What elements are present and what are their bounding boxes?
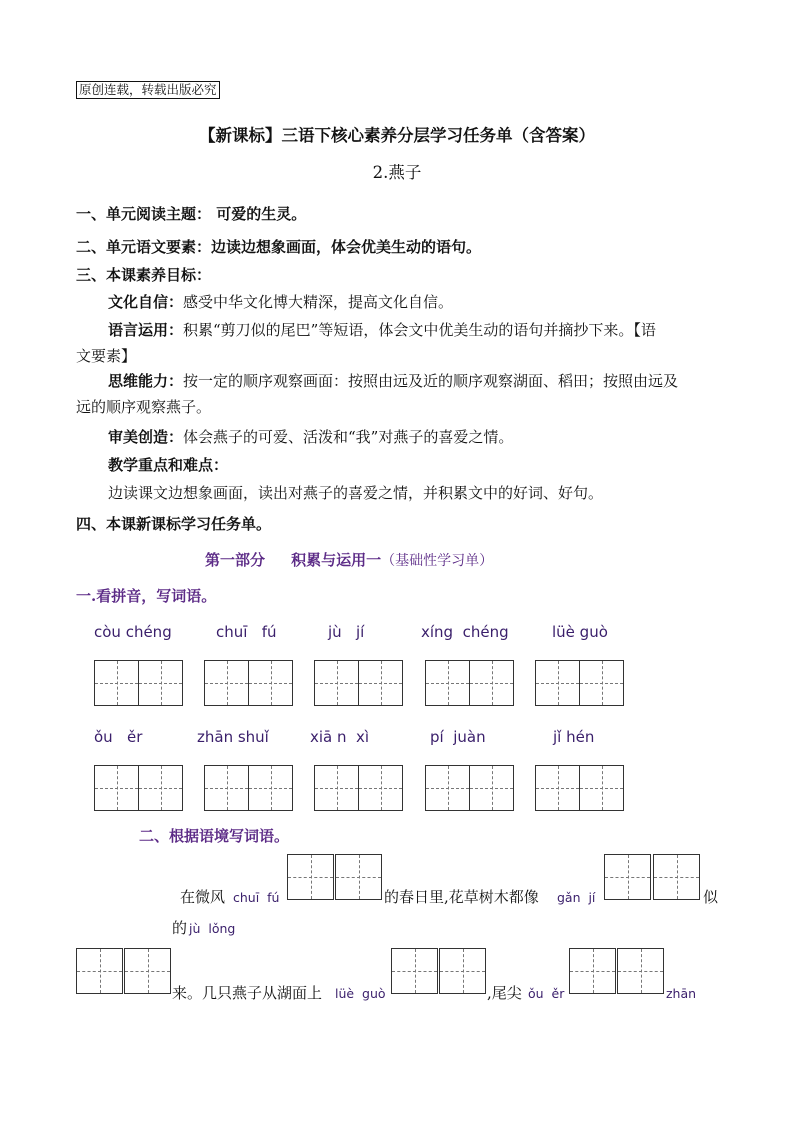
grid-cell[interactable] [535, 660, 580, 706]
grid-cell[interactable] [314, 660, 359, 706]
goal-text: 按一定的顺序观察画面：按照由远及近的顺序观察湖面、稻田；按照由远及 [183, 372, 679, 390]
grid-cell[interactable] [287, 854, 334, 900]
part1-heading [205, 549, 493, 570]
goal-language [108, 319, 656, 340]
writing-grid[interactable] [94, 660, 182, 706]
goal-aesthetic [108, 426, 513, 447]
grid-cell[interactable] [94, 765, 139, 811]
grid-cell[interactable] [469, 660, 514, 706]
pinyin-label: xíng chéng [421, 623, 509, 641]
page-title: 【新课标】三语下核心素养分层学习任务单（含答案） [199, 126, 595, 145]
grid-cell[interactable] [94, 660, 139, 706]
pinyin-label: lüè guò [552, 623, 608, 641]
grid-cell[interactable] [425, 765, 470, 811]
goal-text: 感受中华文化博大精深，提高文化自信。 [183, 293, 454, 311]
writing-grid[interactable] [617, 948, 663, 994]
context-text: 来。几只燕子从湖面上 [172, 984, 323, 1002]
goal-label: 审美创造： [108, 428, 184, 446]
writing-grid[interactable] [76, 948, 122, 994]
grid-cell[interactable] [535, 765, 580, 811]
writing-grid[interactable] [314, 765, 402, 811]
grid-cell[interactable] [358, 765, 403, 811]
grid-cell[interactable] [469, 765, 514, 811]
grid-cell[interactable] [569, 948, 616, 994]
writing-grid[interactable] [204, 765, 292, 811]
writing-grid[interactable] [287, 854, 333, 900]
pinyin-label: pí juàn [430, 728, 486, 746]
goal-culture [108, 291, 453, 312]
section-goals-heading: 三、本课素养目标： [76, 266, 212, 284]
part1-subtitle: （基础性学习单） [381, 553, 494, 569]
context-pinyin: zhān [666, 986, 697, 1001]
context-text: 在微风 [180, 888, 226, 906]
grid-cell[interactable] [204, 660, 249, 706]
writing-grid[interactable] [653, 854, 699, 900]
goal-label: 文化自信： [108, 293, 184, 311]
goal-language-cont: 文要素】 [76, 347, 137, 365]
pinyin-label: còu chéng [94, 623, 172, 641]
grid-cell[interactable] [138, 765, 183, 811]
pinyin-label: chuī fú [216, 623, 277, 641]
grid-cell[interactable] [425, 660, 470, 706]
writing-grid[interactable] [314, 660, 402, 706]
grid-cell[interactable] [604, 854, 651, 900]
grid-cell[interactable] [391, 948, 438, 994]
grid-cell[interactable] [617, 948, 664, 994]
grid-cell[interactable] [248, 660, 293, 706]
context-text: 似 [703, 888, 719, 906]
writing-grid[interactable] [94, 765, 182, 811]
goal-thinking [108, 370, 678, 391]
grid-cell[interactable] [439, 948, 486, 994]
goal-thinking-cont: 远的顺序观察燕子。 [76, 398, 212, 416]
key-points-text: 边读课文边想象画面，读出对燕子的喜爱之情，并积累文中的好词、好句。 [108, 484, 604, 502]
key-points-label: 教学重点和难点： [108, 456, 229, 474]
writing-grid[interactable] [124, 948, 170, 994]
writing-grid[interactable] [535, 660, 623, 706]
grid-cell[interactable] [76, 948, 123, 994]
grid-cell[interactable] [248, 765, 293, 811]
grid-cell[interactable] [335, 854, 382, 900]
pinyin-label: ǒu ěr [94, 728, 143, 746]
section-language-elements: 二、单元语文要素：边读边想象画面，体会优美生动的语句。 [76, 238, 482, 256]
goal-label: 思维能力： [108, 372, 184, 390]
lesson-title: 2.燕子 [372, 163, 422, 182]
grid-cell[interactable] [579, 765, 624, 811]
writing-grid[interactable] [569, 948, 615, 994]
context-text: ,尾尖 [487, 984, 522, 1002]
context-pinyin: chuī fú [233, 890, 280, 905]
grid-cell[interactable] [358, 660, 403, 706]
writing-grid[interactable] [335, 854, 381, 900]
section-reading-theme: 一、单元阅读主题： 可爱的生灵。 [76, 205, 307, 223]
grid-cell[interactable] [314, 765, 359, 811]
writing-grid[interactable] [439, 948, 485, 994]
writing-grid[interactable] [535, 765, 623, 811]
grid-cell[interactable] [579, 660, 624, 706]
writing-grid[interactable] [391, 948, 437, 994]
pinyin-label: jù jí [328, 623, 365, 641]
goal-text: 积累“剪刀似的尾巴”等短语，体会文中优美生动的语句并摘抄下来。【语 [183, 321, 656, 339]
grid-cell[interactable] [653, 854, 700, 900]
question1-title: 一.看拼音，写词语。 [76, 587, 217, 605]
copyright-notice: 原创连载，转载出版必究 [76, 81, 220, 99]
grid-cell[interactable] [138, 660, 183, 706]
question2-title: 二、根据语境写词语。 [139, 827, 290, 845]
section-task-sheet: 四、本课新课标学习任务单。 [76, 515, 272, 533]
pinyin-label: jǐ hén [553, 728, 595, 746]
context-text: 的 [172, 919, 188, 937]
grid-cell[interactable] [124, 948, 171, 994]
grid-cell[interactable] [204, 765, 249, 811]
writing-grid[interactable] [425, 660, 513, 706]
part1-title: 第一部分 积累与运用一 [205, 551, 382, 569]
pinyin-label: zhān shuǐ [197, 728, 269, 746]
context-text: 的春日里,花草树木都像 [384, 888, 539, 906]
writing-grid[interactable] [604, 854, 650, 900]
goal-label: 语言运用： [108, 321, 184, 339]
goal-text: 体会燕子的可爱、活泼和“我”对燕子的喜爱之情。 [183, 428, 514, 446]
writing-grid[interactable] [425, 765, 513, 811]
writing-grid[interactable] [204, 660, 292, 706]
context-pinyin: ǒu ěr [528, 986, 565, 1001]
pinyin-label: xiā n xì [310, 728, 370, 746]
context-pinyin: gǎn jí [557, 890, 596, 905]
context-pinyin: lüè guò [335, 986, 386, 1001]
context-pinyin: jù lǒng [189, 921, 236, 936]
